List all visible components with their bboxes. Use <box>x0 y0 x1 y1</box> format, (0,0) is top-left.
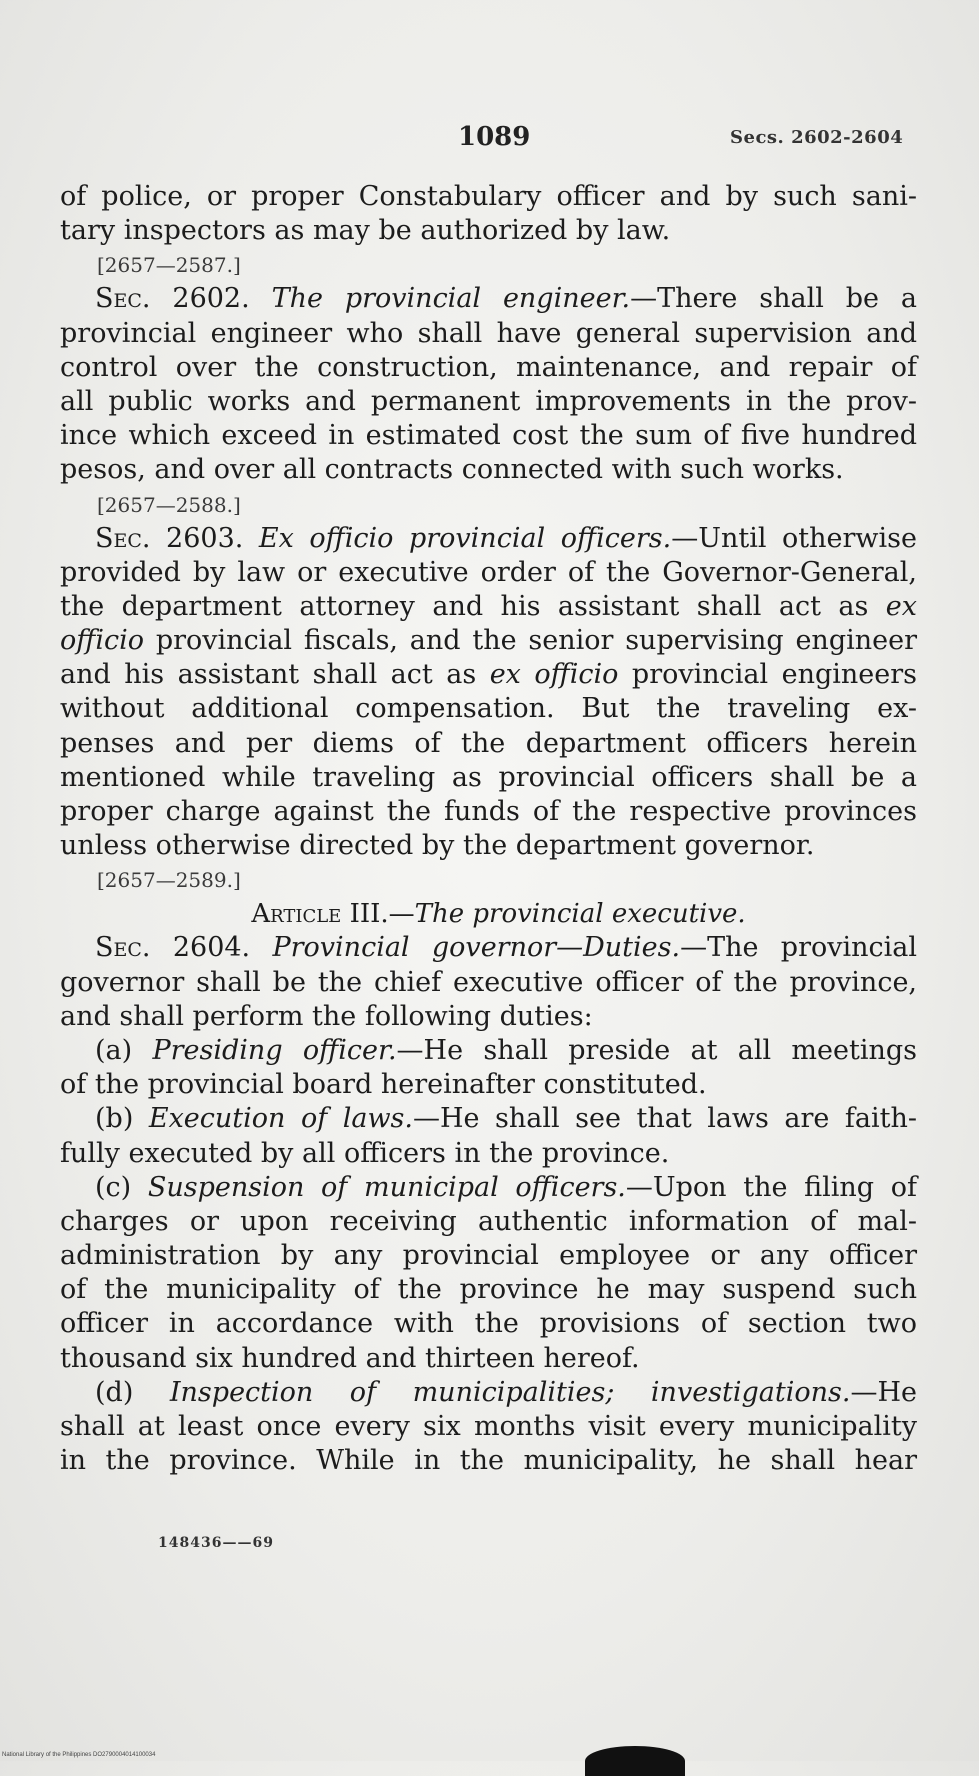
section-title: Ex officio provincial officers. <box>258 522 672 554</box>
text-run: the department attorney and his assistant shall act as <box>60 590 886 622</box>
text-line: and shall perform the following duties: <box>60 1000 593 1032</box>
text-run-italic: ex officio <box>489 659 619 691</box>
text-run: —The provincial <box>680 932 917 964</box>
text-line: charges or upon receiving authentic information of mal- <box>60 1205 917 1237</box>
text-line: pesos, and over all contracts connected with such works. <box>60 454 844 486</box>
clause-title: Suspension of municipal officers. <box>147 1171 626 1203</box>
text-line: fully executed by all officers in the province. <box>60 1137 670 1169</box>
section-2602-heading <box>60 282 917 316</box>
text-run: —He <box>850 1376 918 1408</box>
article-label: Article <box>251 899 342 930</box>
section-title: Provincial governor—Duties. <box>272 932 681 964</box>
clause-title: Execution of laws. <box>148 1103 413 1135</box>
text-line: thousand six hundred and thirteen hereof. <box>60 1342 640 1374</box>
section-title: The provincial engineer. <box>271 283 631 315</box>
article-number: III.— <box>341 899 415 930</box>
text-line <box>60 624 917 658</box>
clause-c-heading <box>60 1171 917 1205</box>
text-line: tary inspectors as may be authorized by law. <box>60 215 671 247</box>
text-line: provincial engineer who shall have general supervision and <box>60 317 917 349</box>
clause-label: (a) <box>95 1034 153 1066</box>
text-run-italic: ex <box>885 590 917 622</box>
page-number: 1089 <box>458 122 531 152</box>
clause-b-heading <box>60 1102 917 1136</box>
text-line: all public works and permanent improvements in the prov- <box>60 385 917 417</box>
text-line: administration by any provincial employee or any officer <box>60 1240 917 1272</box>
clause-d-heading <box>60 1376 917 1410</box>
source-reference: [2657—2588.] <box>97 492 241 517</box>
section-number: 2603. <box>150 522 259 554</box>
text-run: —He shall preside at all meetings <box>396 1034 917 1066</box>
text-line: penses and per diems of the department officers herein <box>60 727 917 759</box>
text-line: control over the construction, maintenance, and repair of <box>60 351 917 383</box>
text-run: —Upon the filing of <box>625 1171 917 1203</box>
clause-label: (b) <box>95 1103 149 1135</box>
text-line: mentioned while traveling as provincial officers shall be a <box>60 761 917 793</box>
section-label: Sec. <box>95 522 151 554</box>
text-line: provided by law or executive order of the Governor-General, <box>60 556 917 588</box>
text-line: governor shall be the chief executive officer of the province, <box>60 966 917 998</box>
section-number: 2604. <box>150 932 273 964</box>
scan-credit: National Library of the Philippines DO2790004014100034 <box>2 1752 156 1758</box>
source-reference: [2657—2589.] <box>97 868 241 893</box>
text-line: of the provincial board hereinafter constituted. <box>60 1069 707 1101</box>
printer-code: 148436——69 <box>158 1535 274 1551</box>
body-text <box>60 180 917 1478</box>
clause-title: Presiding officer. <box>152 1034 397 1066</box>
text-line: without additional compensation. But the traveling ex- <box>60 693 917 725</box>
text-line: unless otherwise directed by the department governor. <box>60 830 815 862</box>
text-line: of the municipality of the province he may suspend such <box>60 1274 917 1306</box>
article-heading <box>60 897 917 931</box>
text-run: provincial engineers <box>618 659 917 691</box>
clause-a-heading <box>60 1034 917 1068</box>
section-label: Sec. <box>95 283 151 315</box>
text-line: shall at least once every six months visit every municipality <box>60 1411 917 1442</box>
running-head: Secs. 2602-2604 <box>730 127 904 148</box>
section-label: Sec. <box>95 932 151 964</box>
text-run: and his assistant shall act as <box>60 659 490 691</box>
clause-title: Inspection of municipalities; investigations. <box>169 1376 851 1408</box>
text-line: of police, or proper Constabulary officer and by such sani- <box>60 181 917 212</box>
text-line: in the province. While in the municipality, he shall hear <box>60 1445 917 1477</box>
text-run: —Until otherwise <box>671 522 917 554</box>
text-line: proper charge against the funds of the respective provinces <box>60 796 917 827</box>
binding-shadow <box>585 1746 685 1776</box>
text-run-italic: officio <box>60 625 145 657</box>
section-number: 2602. <box>150 283 272 315</box>
section-2603-heading <box>60 522 917 556</box>
text-run: provincial fiscals, and the senior supervising engineer <box>144 625 917 657</box>
text-line <box>60 590 917 624</box>
text-run: —He shall see that laws are faith- <box>413 1103 917 1135</box>
text-line: officer in accordance with the provisions of section two <box>60 1308 917 1340</box>
text-line: ince which exceed in estimated cost the sum of five hundred <box>60 420 917 452</box>
clause-label: (c) <box>95 1171 148 1203</box>
clause-label: (d) <box>95 1376 170 1408</box>
text-run: —There shall be a <box>630 283 918 315</box>
article-title: The provincial executive. <box>414 899 746 930</box>
text-line <box>60 658 917 692</box>
section-2604-heading <box>60 931 917 965</box>
source-reference: [2657—2587.] <box>97 253 241 278</box>
page-header <box>0 122 979 162</box>
